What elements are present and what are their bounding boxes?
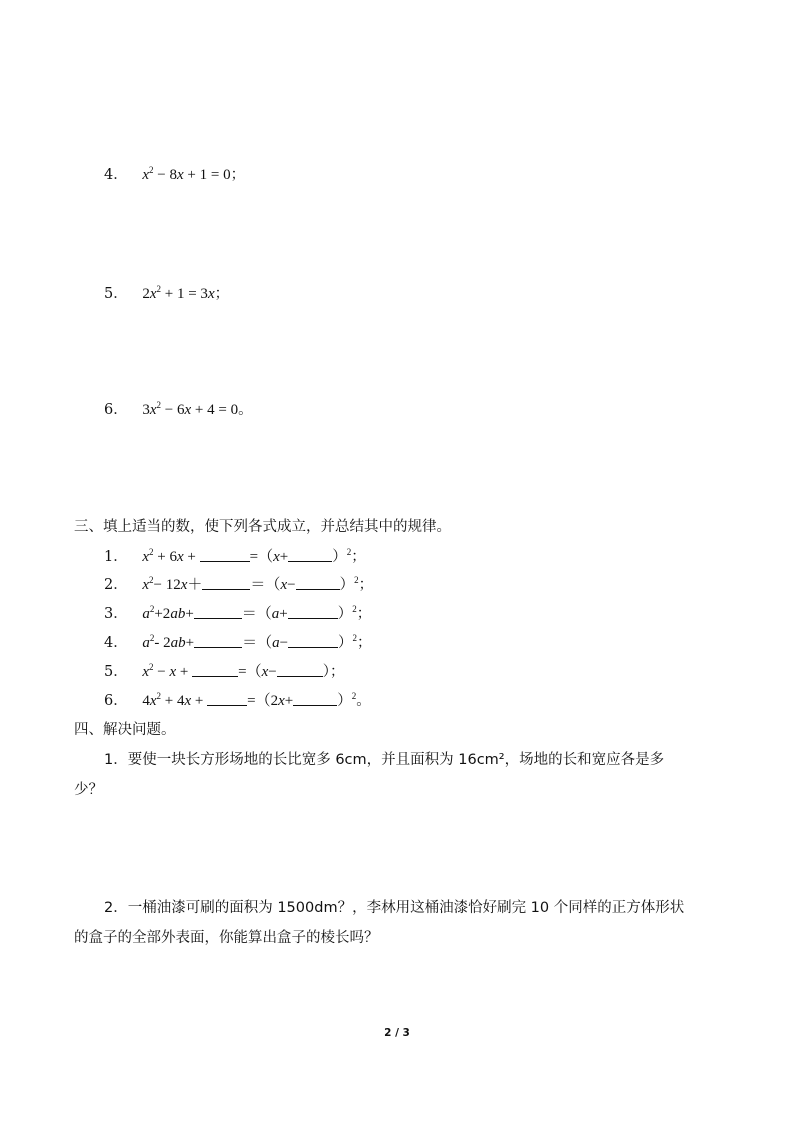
item-number: 3． xyxy=(104,606,128,622)
blank[interactable] xyxy=(293,692,337,706)
blank[interactable] xyxy=(288,634,338,648)
punctuation: ； xyxy=(329,664,345,680)
item-number: 4． xyxy=(104,635,128,651)
punctuation: ； xyxy=(214,286,230,302)
blank[interactable] xyxy=(288,548,332,562)
expression: $a^2+2ab+ =(a+$ xyxy=(142,606,337,622)
section-3-heading: 三、填上适当的数，使下列各式成立，并总结其中的规律。 xyxy=(74,519,451,535)
item-number: 5． xyxy=(104,664,128,680)
punctuation: ； xyxy=(351,549,366,565)
fill-item-1: 1． $x^2 + 6x + =(x+ )^2$； xyxy=(104,547,366,565)
equation-item-5 xyxy=(104,285,229,303)
expression: $4x^2 + 4x + =(2x+$ xyxy=(142,693,337,709)
punctuation: 。 xyxy=(238,402,253,418)
close-paren: ） xyxy=(338,635,353,651)
question-2-line-2: 的盒子的全部外表面，你能算出盒子的棱长吗？ xyxy=(74,930,379,946)
blank[interactable] xyxy=(202,576,250,590)
close-paren: ） xyxy=(337,606,353,622)
punctuation: ； xyxy=(357,635,372,651)
question-1-line-1: 1．要使一块长方形场地的长比宽多 6cm，并且面积为 16cm²，场地的长和宽应各是多 xyxy=(104,752,665,768)
punctuation: 。 xyxy=(356,693,371,709)
fill-item-2: 2． $x^2- 12x+ =(x- )^2$； xyxy=(104,575,374,593)
page-number: 2 / 3 xyxy=(384,1027,410,1039)
blank[interactable] xyxy=(207,692,247,706)
equation: $2x^2 + 1 = 3x$ xyxy=(142,284,215,302)
question-2-line-1: 2．一桶油漆可刷的面积为 1500dm？，李林用这桶油漆恰好刷完 10 个同样的正方体形状 xyxy=(104,900,685,916)
close-paren: ） xyxy=(339,577,355,593)
item-number: 5． xyxy=(104,286,128,302)
fill-item-5 xyxy=(104,663,344,681)
equation-item-6 xyxy=(104,401,253,419)
item-number: 6． xyxy=(104,402,128,418)
close-paren: ） xyxy=(337,693,352,709)
close-paren: ） xyxy=(332,549,347,565)
expression: $a^2-$ 2ab+ ＝（a− xyxy=(142,635,338,651)
punctuation: ； xyxy=(358,577,374,593)
section-4-heading: 四、解决问题。 xyxy=(74,722,176,738)
blank[interactable] xyxy=(288,605,338,619)
blank[interactable] xyxy=(194,634,242,648)
item-number: 4． xyxy=(104,167,128,183)
expression: $x^2 - x + =(x-$ xyxy=(142,664,322,680)
equation: $3x^2 - 6x + 4 = 0$ xyxy=(142,400,239,418)
fill-item-4: 4． $a^2-$ $2ab+ =(a- )^2$； xyxy=(104,633,372,651)
item-number: 1． xyxy=(104,549,128,565)
blank[interactable] xyxy=(194,605,242,619)
equation: $x^2 - 8x + 1 = 0$ xyxy=(142,165,231,183)
close-paren: ） xyxy=(322,664,330,680)
fill-item-3: 3． $a^2+2ab+ =(a+ )^2$； xyxy=(104,604,372,622)
punctuation: ； xyxy=(356,606,372,622)
question-1-line-2: 少？ xyxy=(74,782,103,798)
punctuation: ； xyxy=(230,167,246,183)
expression: $x^2- 12x+ =(x-$ xyxy=(142,577,339,593)
fill-item-6: 6． $4x^2 + 4x + =(2x+ )^2$。 xyxy=(104,691,371,709)
equation-item-4 xyxy=(104,166,245,184)
blank[interactable] xyxy=(296,576,340,590)
item-number: 2． xyxy=(104,577,128,593)
blank[interactable] xyxy=(192,663,238,677)
blank[interactable] xyxy=(277,663,323,677)
expression: $x^2 + 6x + =(x+$ xyxy=(142,549,332,565)
blank[interactable] xyxy=(200,548,250,562)
item-number: 6． xyxy=(104,693,128,709)
